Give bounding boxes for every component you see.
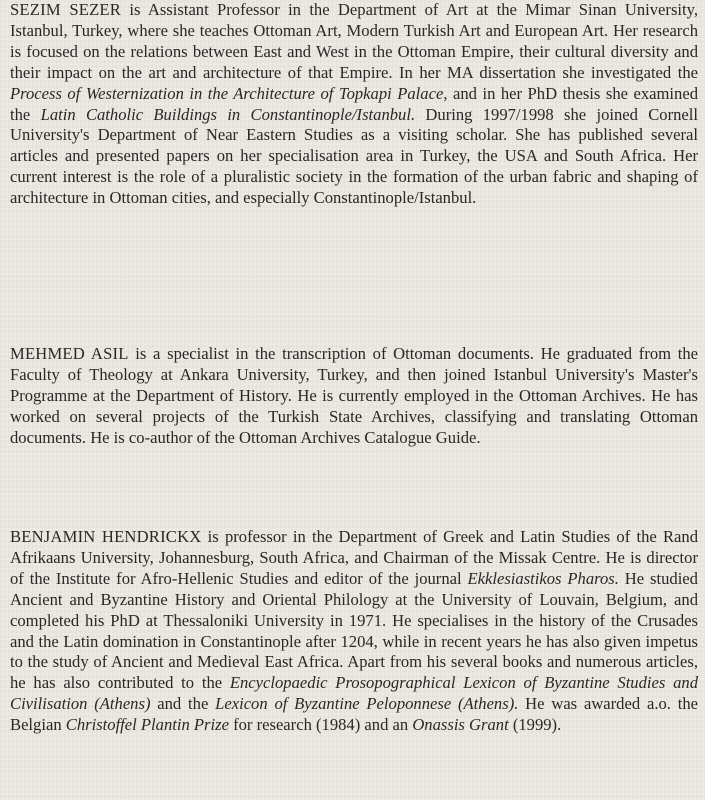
bio-italic-title: Ekklesiastikos Pharos. <box>467 568 619 588</box>
bio-sezim-sezer <box>10 0 698 209</box>
bio-italic-title: Onassis Grant <box>412 715 509 735</box>
author-name: SEZIM SEZER <box>10 0 122 19</box>
bio-text: He studied Ancient and Byzantine History and Oriental Philology at the University of Louvain, Belgium, and completed his PhD at Thessaloniki University in 1971. He specialises in the history of the Crusades and the Latin domination in Constantinople after 1204, while in recent years he has also given impetus to the study of Ancient and Medieval East Africa. Apart from his several books and numerous articles, he has also contributed to the <box>10 568 698 693</box>
bio-benjamin-hendrickx <box>10 527 698 736</box>
bio-text: (1999). <box>508 715 562 735</box>
bio-text: for research (1984) and an <box>228 715 413 735</box>
bio-mehmed-asil <box>10 344 698 449</box>
bio-italic-title: Latin Catholic Buildings in Constantinople/Istanbul. <box>40 104 416 124</box>
bio-italic-title: Christoffel Plantin Prize <box>65 715 229 735</box>
bio-italic-title: Lexicon of Byzantine Peloponnese (Athens). <box>215 694 519 714</box>
bio-text: and the <box>150 694 216 714</box>
author-name: BENJAMIN HENDRICKX <box>10 527 202 546</box>
bio-text: and in her PhD thesis she examined the <box>10 83 699 124</box>
author-name: MEHMED ASIL <box>10 344 129 363</box>
bio-italic-title: Encyclopaedic Prosopographical Lexicon of Byzantine Studies and Civilisation (Athens) <box>10 673 698 714</box>
bio-text: is a specialist in the transcription of Ottoman documents. He graduated from the Faculty of Theology at Ankara University, Turkey, and then joined Istanbul University's Master's Programme at the Department of History. He is currently employed in the Ottoman Archives. He has worked on several projects of the Turkish State Archives, classifying and translating Ottoman documents. He is co-author of the Ottoman Archives Catalogue Guide. <box>10 344 699 447</box>
bio-text: is professor in the Department of Greek and Latin Studies of the Rand Afrikaans University, Johannesburg, South Africa, and Chairman of the Missak Centre. He is director of the Institute for Afro-Hellenic Studies and editor of the journal <box>10 527 698 588</box>
bio-italic-title: Process of Westernization in the Architecture of Topkapi Palace, <box>10 83 448 103</box>
bio-text: He was awarded a.o. the Belgian <box>10 694 698 735</box>
bio-text: During 1997/1998 she joined Cornell University's Department of Near Eastern Studies as a visiting scholar. She has published several articles and presented papers on her specialisation area in Turkey, the USA and South Africa. Her current interest is the role of a pluralistic society in the formation of the urban fabric and shaping of architecture in Ottoman cities, and especially Constantinople/Istanbul. <box>10 104 699 208</box>
bio-text: is Assistant Professor in the Department of Art at the Mimar Sinan University, Istanbul, Turkey, where she teaches Ottoman Art, Modern Turkish Art and European Art. Her research is focused on the relations between East and West in the Ottoman Empire, their cultural diversity and their impact on the art and architecture of that Empire. In her MA dissertation she investigated the <box>10 0 698 82</box>
